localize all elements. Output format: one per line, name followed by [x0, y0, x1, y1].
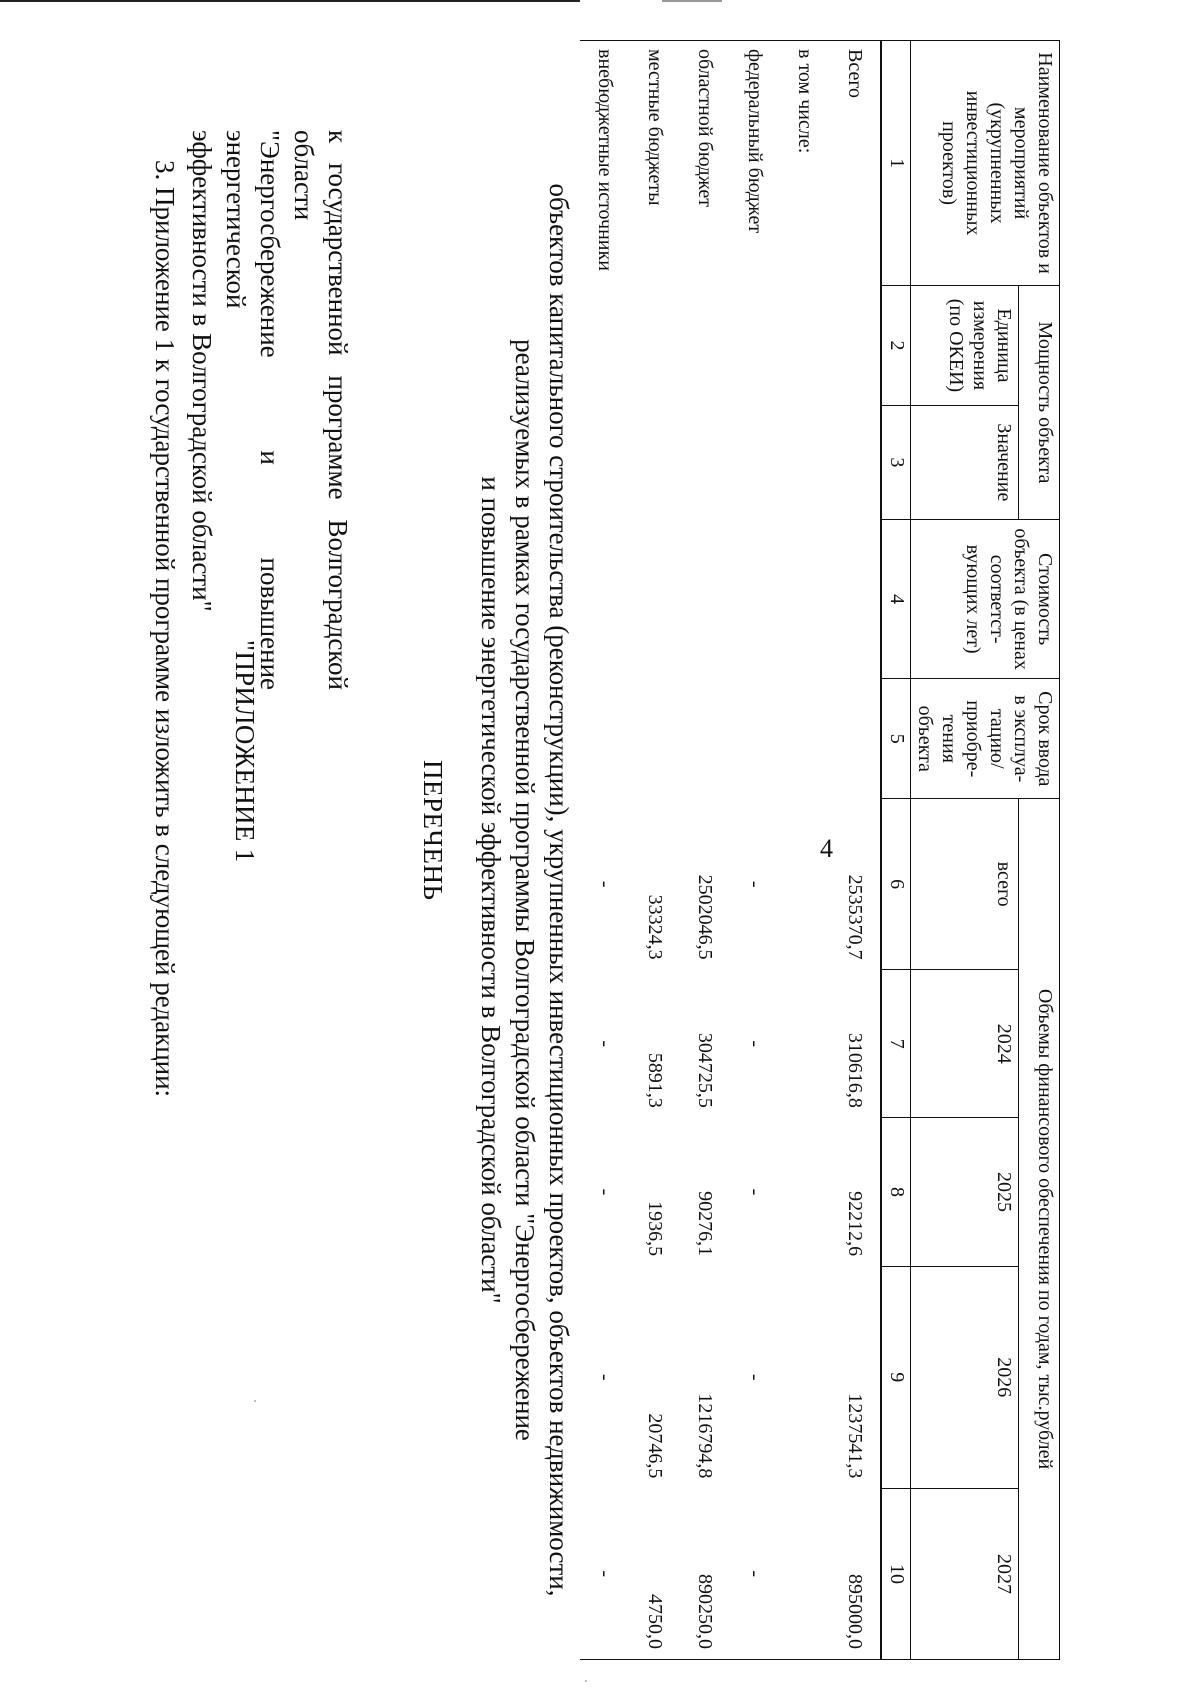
- cell-total: 2502046,5: [694, 874, 717, 960]
- table-row: [580, 41, 630, 1660]
- cell-total: [780, 799, 830, 970]
- header-year-2027: 2027: [911, 1488, 1019, 1659]
- cell-2027: -: [580, 1488, 630, 1659]
- cell-2027: 895000,0: [830, 1488, 881, 1659]
- cell-total: 33324,3: [644, 894, 667, 960]
- cell-2026: 1216794,8: [694, 1393, 717, 1479]
- row-label: Всего: [830, 41, 881, 286]
- cell-2025: -: [744, 1188, 767, 1196]
- annex-reference-line: к государственной программе Волгоградской области: [289, 130, 353, 690]
- row-label: областной бюджет: [680, 41, 730, 286]
- cell-2026: 20746,5: [644, 1413, 667, 1479]
- cell-2026: -: [744, 1373, 767, 1381]
- column-number: 10: [881, 1488, 911, 1659]
- header-commission: Срок ввода в эксплуа-тацию/ приобре-тения объекта: [911, 679, 1060, 799]
- cell-2025: 1936,5: [644, 1201, 667, 1257]
- table-row: [780, 41, 830, 1660]
- amendment-intro: 3. Приложение 1 к государственной программе изложить в следующей редакции:: [150, 160, 180, 1098]
- cell-2025: -: [594, 1188, 617, 1196]
- annex-reference-line: "Энергосбережение и повышение энергетической: [221, 130, 285, 690]
- cell-2027: 890250,0: [680, 1488, 730, 1659]
- cell-total: 2535370,7: [844, 874, 867, 960]
- row-label: в том числе:: [780, 41, 830, 286]
- row-label: федеральный бюджет: [730, 41, 780, 286]
- cell-2026: [780, 1266, 830, 1488]
- cell-2026: -: [594, 1373, 617, 1381]
- subheading-line: реализуемых в рамках государственной программы Волгоградской области "Энергосбережение: [510, 339, 540, 1441]
- header-funding: Объемы финансового обеспечения по годам, тыс.рублей: [1019, 799, 1060, 1660]
- column-number: 2: [881, 286, 911, 406]
- table-row: [830, 41, 881, 1660]
- header-total: всего: [911, 799, 1019, 970]
- header-name: Наименование объектов и мероприятий (укрупненных инвестиционных проектов): [911, 41, 1060, 286]
- cell-2024: 310616,8: [844, 1032, 867, 1108]
- header-value: Значение: [911, 405, 1019, 519]
- cell-2027: 4750,0: [630, 1488, 680, 1659]
- header-cost: Стоимость объекта (в ценах соответст-вующих лет): [911, 519, 1060, 679]
- column-number: 9: [881, 1266, 911, 1488]
- funding-table: [580, 40, 1060, 1660]
- cell-2024: -: [744, 1040, 767, 1048]
- list-heading: ПЕРЕЧЕНЬ: [418, 760, 448, 901]
- cell-2024: -: [594, 1040, 617, 1048]
- header-year-2024: 2024: [911, 970, 1019, 1118]
- column-number-row: [881, 41, 911, 1660]
- header-unit: Единица измерения (по ОКЕИ): [911, 286, 1019, 406]
- column-number: 1: [881, 41, 911, 286]
- header-year-2026: 2026: [911, 1266, 1019, 1488]
- header-year-2025: 2025: [911, 1118, 1019, 1266]
- cell-2027: -: [730, 1488, 780, 1659]
- annex-title: "ПРИЛОЖЕНИЕ 1: [230, 640, 260, 863]
- column-number: 5: [881, 679, 911, 799]
- annex-reference: [185, 130, 355, 690]
- column-number: 4: [881, 519, 911, 679]
- cell-2024: 5891,3: [644, 1052, 667, 1108]
- cell-2024: 304725,5: [694, 1032, 717, 1108]
- subheading-line: и повышение энергетической эффективности в Волгоградской области": [476, 476, 506, 1304]
- row-label: внебюджетные источники: [580, 41, 630, 286]
- column-number: 8: [881, 1118, 911, 1266]
- cell-2027: [780, 1488, 830, 1659]
- cell-2024: [780, 970, 830, 1118]
- column-number: 7: [881, 970, 911, 1118]
- list-subheading: [474, 120, 576, 1660]
- row-label: местные бюджеты: [630, 41, 680, 286]
- column-number: 6: [881, 799, 911, 970]
- table-row: [630, 41, 680, 1660]
- cell-2025: 92212,6: [844, 1191, 867, 1257]
- subheading-line: объектов капитального строительства (реконструкции), укрупненных инвестиционных проектов, объектов недвижимости,: [544, 183, 574, 1597]
- cell-2025: [780, 1118, 830, 1266]
- cell-2026: 1237541,3: [844, 1393, 867, 1479]
- cell-total: -: [744, 880, 767, 888]
- annex-reference-line: эффективности в Волгоградской области": [187, 130, 217, 612]
- cell-2025: 90276,1: [694, 1191, 717, 1257]
- header-capacity: Мощность объекта: [1019, 286, 1060, 520]
- table-row: [730, 41, 780, 1660]
- column-number: 3: [881, 405, 911, 519]
- page-number: 4: [820, 834, 833, 863]
- table-row: [680, 41, 730, 1660]
- cell-total: -: [594, 880, 617, 888]
